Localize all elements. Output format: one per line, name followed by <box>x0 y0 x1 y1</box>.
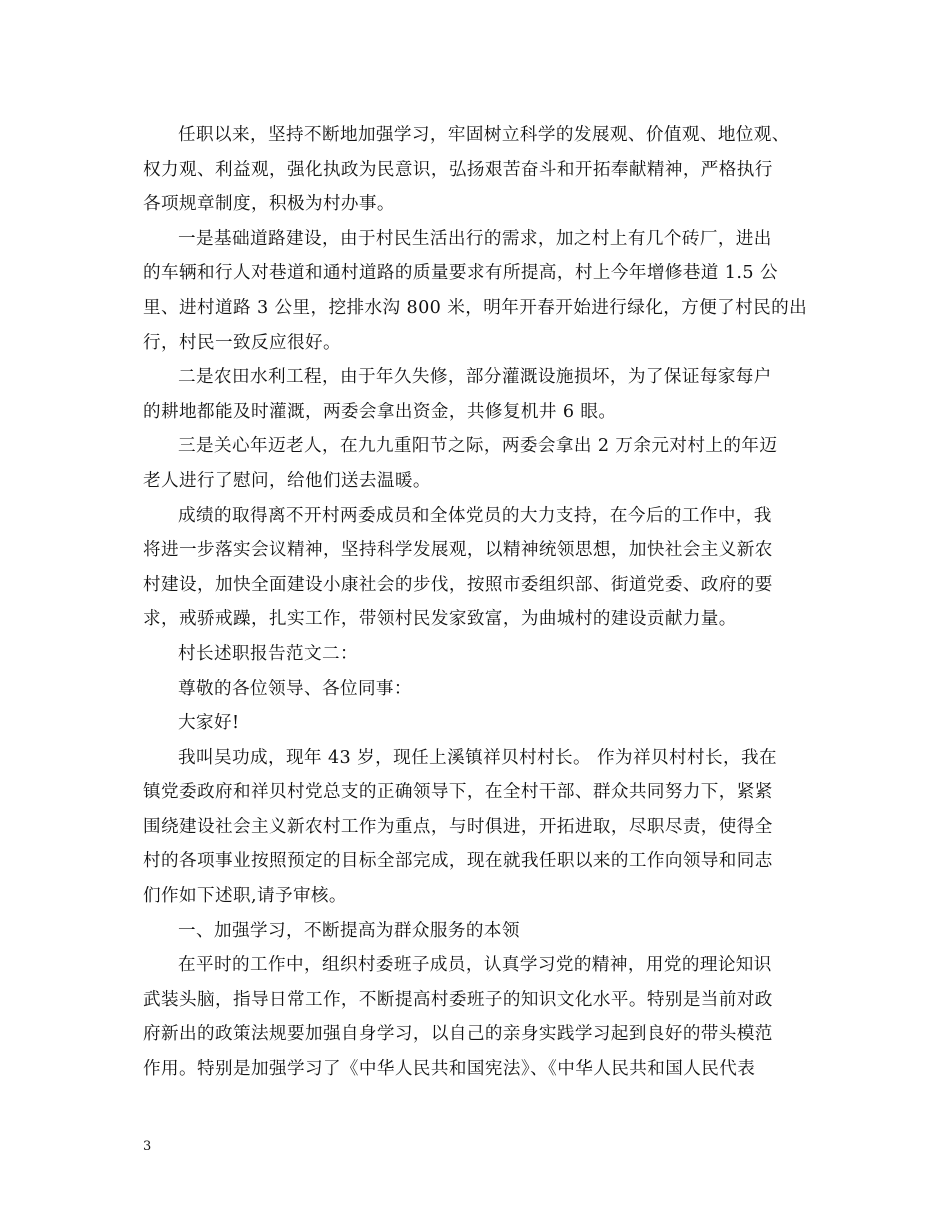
text-line: 大家好! <box>178 713 240 734</box>
text-line: 一是基础道路建设，由于村民生活出行的需求，加之村上有几个砖厂，进出 <box>178 228 772 249</box>
text-line: 二是农田水利工程，由于年久失修，部分灌溉设施损坏，为了保证每家每户 <box>178 367 772 388</box>
text-line: 求，戒骄戒躁，扎实工作，带领村民发家致富，为曲城村的建设贡献力量。 <box>143 609 737 630</box>
text-line: 成绩的取得离不开村两委成员和全体党员的大力支持，在今后的工作中，我 <box>178 505 772 526</box>
text-line: 我叫吴功成，现年 43 岁，现任上溪镇祥贝村村长。 作为祥贝村村长，我在 <box>178 747 777 768</box>
text-line: 里、进村道路 3 公里，挖排水沟 800 米，明年开春开始进行绿化，方便了村民的出 <box>143 297 808 318</box>
text-line: 的车辆和行人对巷道和通村道路的质量要求有所提高，村上今年增修巷道 1.5 公 <box>143 263 778 284</box>
text-line: 权力观、利益观，强化执政为民意识，弘扬艰苦奋斗和开拓奉献精神，严格执行 <box>143 159 773 180</box>
text-line: 们作如下述职,请予审核。 <box>143 886 347 907</box>
text-line: 一、加强学习，不断提高为群众服务的本领 <box>178 920 520 941</box>
text-line: 村长述职报告范文二： <box>178 643 358 664</box>
text-line: 行，村民一致反应很好。 <box>143 332 341 353</box>
text-line: 的耕地都能及时灌溉，两委会拿出资金，共修复机井 6 眼。 <box>143 401 617 422</box>
text-line: 村的各项事业按照预定的目标全部完成，现在就我任职以来的工作向领导和同志 <box>143 851 773 872</box>
text-line: 武装头脑，指导日常工作，不断提高村委班子的知识文化水平。特别是当前对政 <box>143 989 773 1010</box>
text-line: 三是关心年迈老人，在九九重阳节之际，两委会拿出 2 万余元对村上的年迈 <box>178 436 778 457</box>
text-line: 作用。特别是加强学习了《中华人民共和国宪法》、《中华人民共和国人民代表 <box>143 1059 756 1080</box>
text-line: 老人进行了慰问，给他们送去温暖。 <box>143 470 431 491</box>
text-line: 尊敬的各位领导、各位同事： <box>178 678 412 699</box>
text-line: 各项规章制度，积极为村办事。 <box>143 194 395 215</box>
text-line: 府新出的政策法规要加强自身学习，以自己的亲身实践学习起到良好的带头模范 <box>143 1024 773 1045</box>
text-line: 在平时的工作中，组织村委班子成员，认真学习党的精神，用党的理论知识 <box>178 955 772 976</box>
text-line: 将进一步落实会议精神，坚持科学发展观，以精神统领思想，加快社会主义新农 <box>143 540 773 561</box>
text-line: 任职以来，坚持不断地加强学习，牢固树立科学的发展观、价值观、地位观、 <box>178 125 790 145</box>
document-body <box>143 118 823 1087</box>
text-line: 镇党委政府和祥贝村党总支的正确领导下，在全村干部、群众共同努力下，紧紧 <box>143 782 773 803</box>
text-line: 围绕建设社会主义新农村工作为重点，与时俱进，开拓进取，尽职尽责，使得全 <box>143 816 773 837</box>
page-number: 3 <box>143 1139 152 1154</box>
text-line: 村建设，加快全面建设小康社会的步伐，按照市委组织部、街道党委、政府的要 <box>143 574 773 595</box>
